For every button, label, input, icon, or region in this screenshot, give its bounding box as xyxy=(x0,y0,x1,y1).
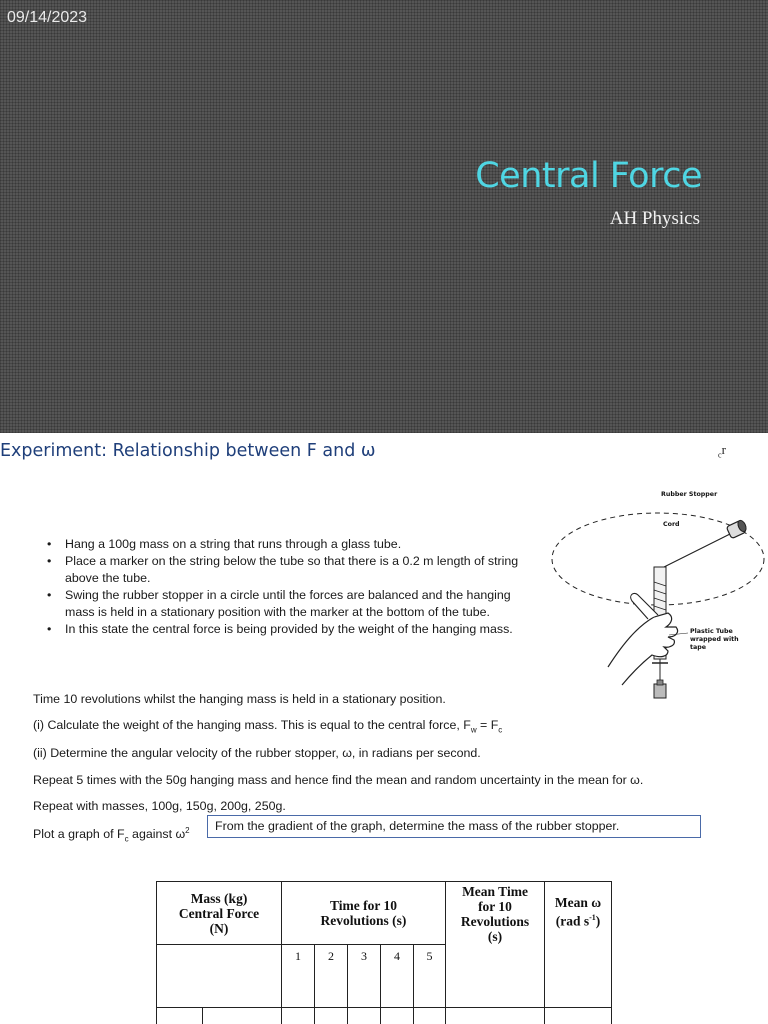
results-table xyxy=(156,881,612,1024)
trial-3: 3 xyxy=(348,945,381,1008)
table-cell xyxy=(348,1008,381,1024)
table-cell xyxy=(414,1008,446,1024)
header-time: Time for 10 Revolutions (s) xyxy=(282,882,446,945)
table-cell xyxy=(381,1008,414,1024)
trial-2: 2 xyxy=(315,945,348,1008)
plot-instruction: Plot a graph of $F_c$ against $\omega^2$ xyxy=(33,826,190,844)
trial-5: 5 xyxy=(414,945,446,1008)
experiment-slide xyxy=(0,433,768,1024)
masses-instruction: Repeat with masses, 100g, 150g, 200g, 250g. xyxy=(33,799,286,813)
label-tube-2: wrapped with xyxy=(690,636,739,643)
table-row xyxy=(157,1008,612,1024)
cord-line xyxy=(660,530,738,569)
repeat-instruction: Repeat 5 times with the 50g hanging mass and hence find the mean and random uncertainty in the mean for ω. xyxy=(33,773,644,787)
list-item: • Place a marker on the string below the tube so that there is a 0.2 m length of string above the tube. xyxy=(47,553,522,587)
slide-subtitle: AH Physics xyxy=(609,208,700,229)
angular-instruction: (ii) Determine the angular velocity of the rubber stopper, ω, in radians per second. xyxy=(33,746,481,760)
instruction-list xyxy=(47,536,527,638)
trial-4: 4 xyxy=(381,945,414,1008)
rubber-stopper-icon xyxy=(726,519,747,539)
list-item: • Hang a 100g mass on a string that runs through a glass tube. xyxy=(47,536,527,553)
label-tube-3: tape xyxy=(690,644,707,651)
table-cell xyxy=(157,1008,203,1024)
title-slide xyxy=(0,0,768,433)
calc-instruction: (i) Calculate the weight of the hanging mass. This is equal to the central force, $F_w = F_c$ xyxy=(33,718,503,735)
experiment-heading: Experiment: Relationship between F and ω xyxy=(0,441,376,461)
list-item: • Swing the rubber stopper in a circle until the forces are balanced and the hanging mass is held in a stationary position with the marker at the bottom of the tube. xyxy=(47,587,522,621)
label-cord: Cord xyxy=(663,521,680,528)
list-item: • In this state the central force is being provided by the weight of the hanging mass. xyxy=(47,621,517,638)
table-cell xyxy=(446,1008,545,1024)
slide-title: Central Force xyxy=(475,156,702,196)
table-cell xyxy=(545,1008,612,1024)
header-mean-time: Mean Time for 10 Revolutions (s) xyxy=(446,882,545,1008)
header-mean-omega: Mean ω (rad $s^{-1}$) xyxy=(545,882,612,1008)
header-mass: Mass (kg) Central Force (N) xyxy=(157,882,282,945)
corner-mark: $_c$r xyxy=(718,442,726,460)
slide-date: 09/14/2023 xyxy=(7,9,88,26)
table-cell xyxy=(282,1008,315,1024)
table-cell xyxy=(203,1008,282,1024)
apparatus-diagram xyxy=(548,487,768,702)
table-header-row xyxy=(157,882,612,945)
label-tube: Plastic Tube xyxy=(690,628,733,635)
table-cell xyxy=(315,1008,348,1024)
table-cell xyxy=(157,945,282,1008)
label-rubber-stopper: Rubber Stopper xyxy=(661,491,718,498)
gradient-instruction-box: From the gradient of the graph, determine the mass of the rubber stopper. xyxy=(207,815,701,838)
hanging-mass-icon xyxy=(654,680,666,698)
time-instruction: Time 10 revolutions whilst the hanging mass is held in a stationary position. xyxy=(33,692,446,706)
trial-1: 1 xyxy=(282,945,315,1008)
hand-icon xyxy=(608,613,678,685)
